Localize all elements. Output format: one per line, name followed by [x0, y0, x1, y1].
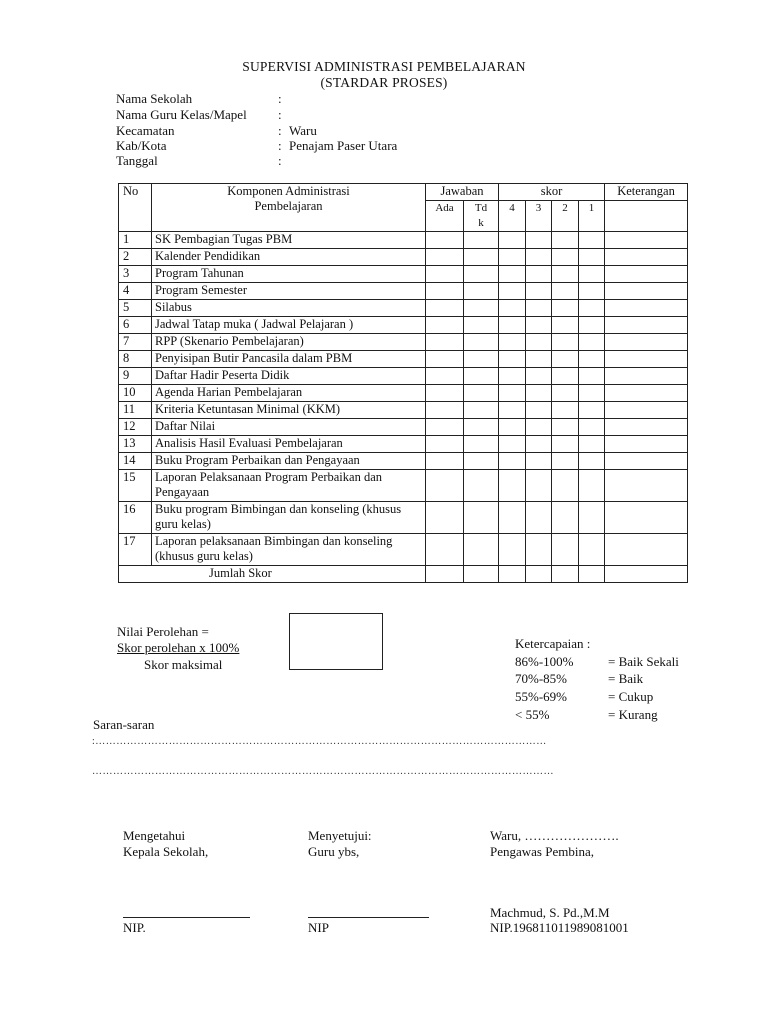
row-tdk-cell[interactable] — [464, 502, 499, 534]
row-keterangan-cell[interactable] — [605, 368, 688, 385]
row-tdk-cell[interactable] — [464, 351, 499, 368]
ketercapaian-range: 70%-85% — [515, 671, 567, 686]
row-skor-2-cell[interactable] — [552, 419, 579, 436]
row-component: SK Pembagian Tugas PBM — [152, 232, 426, 249]
row-keterangan-cell[interactable] — [605, 317, 688, 334]
row-skor-3-cell[interactable] — [526, 453, 552, 470]
row-skor-2-cell[interactable] — [552, 317, 579, 334]
total-cell[interactable] — [526, 566, 552, 583]
ketercapaian-result: = Kurang — [608, 707, 658, 722]
sig-pengawas-name: Machmud, S. Pd.,M.M — [490, 905, 610, 920]
row-tdk-cell[interactable] — [464, 334, 499, 351]
table-row — [119, 534, 688, 566]
row-skor-1-cell[interactable] — [579, 402, 605, 419]
info-label: Tanggal — [116, 153, 158, 168]
row-component: Agenda Harian Pembelajaran — [152, 385, 426, 402]
row-skor-1-cell[interactable] — [579, 470, 605, 502]
row-skor-2-cell[interactable] — [552, 470, 579, 502]
total-cell[interactable] — [464, 566, 499, 583]
total-cell[interactable] — [552, 566, 579, 583]
row-component: Jadwal Tatap muka ( Jadwal Pelajaran ) — [152, 317, 426, 334]
row-component: Penyisipan Butir Pancasila dalam PBM — [152, 351, 426, 368]
row-skor-4-cell[interactable] — [499, 283, 526, 300]
row-keterangan-cell[interactable] — [605, 334, 688, 351]
row-skor-2-cell[interactable] — [552, 534, 579, 566]
row-skor-3-cell[interactable] — [526, 470, 552, 502]
row-tdk-cell[interactable] — [464, 534, 499, 566]
info-colon: : — [278, 123, 282, 138]
row-skor-3-cell[interactable] — [526, 385, 552, 402]
row-skor-4-cell[interactable] — [499, 334, 526, 351]
row-number: 10 — [119, 385, 152, 402]
row-skor-4-cell[interactable] — [499, 266, 526, 283]
row-component: Kriteria Ketuntasan Minimal (KKM) — [152, 402, 426, 419]
row-skor-3-cell[interactable] — [526, 436, 552, 453]
sig-pengawas-role: Pengawas Pembina, — [490, 844, 594, 859]
table-row — [119, 351, 688, 368]
ketercapaian-range: 86%-100% — [515, 654, 574, 669]
row-skor-3-cell[interactable] — [526, 266, 552, 283]
nilai-label: Nilai Perolehan = — [117, 624, 209, 639]
row-skor-2-cell[interactable] — [552, 283, 579, 300]
ketercapaian-range: < 55% — [515, 707, 550, 722]
ketercapaian-result: = Cukup — [608, 689, 654, 704]
row-keterangan-cell[interactable] — [605, 351, 688, 368]
row-tdk-cell[interactable] — [464, 317, 499, 334]
row-skor-1-cell[interactable] — [579, 232, 605, 249]
subheader-keterangan-blank — [605, 201, 688, 232]
sig-guru-nip: NIP — [308, 920, 329, 935]
row-number: 8 — [119, 351, 152, 368]
row-skor-1-cell[interactable] — [579, 453, 605, 470]
row-number: 2 — [119, 249, 152, 266]
row-skor-3-cell[interactable] — [526, 232, 552, 249]
row-tdk-cell[interactable] — [464, 385, 499, 402]
info-row-nama-guru — [116, 107, 436, 123]
row-tdk-cell[interactable] — [464, 470, 499, 502]
row-component: Analisis Hasil Evaluasi Pembelajaran — [152, 436, 426, 453]
table-row — [119, 502, 688, 534]
saran-label: Saran-saran — [93, 717, 155, 732]
row-skor-3-cell[interactable] — [526, 249, 552, 266]
document-title: SUPERVISI ADMINISTRASI PEMBELAJARAN — [242, 59, 526, 74]
subheader-ada: Ada — [426, 201, 464, 232]
row-ada-cell[interactable] — [426, 266, 464, 283]
table-row — [119, 300, 688, 317]
table-row — [119, 368, 688, 385]
row-number: 17 — [119, 534, 152, 566]
info-row-kecamatan — [116, 123, 436, 139]
row-skor-3-cell[interactable] — [526, 419, 552, 436]
info-colon: : — [278, 107, 282, 122]
total-cell[interactable] — [605, 566, 688, 583]
row-component: Silabus — [152, 300, 426, 317]
table-row — [119, 402, 688, 419]
table-row — [119, 266, 688, 283]
row-number: 6 — [119, 317, 152, 334]
row-number: 16 — [119, 502, 152, 534]
row-keterangan-cell[interactable] — [605, 470, 688, 502]
row-keterangan-cell[interactable] — [605, 436, 688, 453]
header-komponen-line1: Komponen Administrasi — [227, 184, 350, 198]
row-skor-4-cell[interactable] — [499, 317, 526, 334]
row-skor-1-cell[interactable] — [579, 534, 605, 566]
info-colon: : — [278, 138, 282, 153]
document-subtitle: (STARDAR PROSES) — [320, 75, 448, 90]
nilai-box[interactable] — [289, 613, 383, 670]
row-keterangan-cell[interactable] — [605, 502, 688, 534]
table-row — [119, 436, 688, 453]
table-row — [119, 249, 688, 266]
header-komponen — [152, 184, 426, 232]
info-value: Penajam Paser Utara — [289, 138, 398, 153]
row-keterangan-cell[interactable] — [605, 385, 688, 402]
row-skor-3-cell[interactable] — [526, 317, 552, 334]
table-row — [119, 470, 688, 502]
row-skor-3-cell[interactable] — [526, 283, 552, 300]
row-keterangan-cell[interactable] — [605, 232, 688, 249]
row-ada-cell[interactable] — [426, 385, 464, 402]
row-skor-1-cell[interactable] — [579, 368, 605, 385]
subheader-skor-4: 4 — [499, 201, 526, 232]
row-tdk-cell[interactable] — [464, 266, 499, 283]
info-label: Nama Guru Kelas/Mapel — [116, 107, 247, 122]
table-row — [119, 334, 688, 351]
row-skor-3-cell[interactable] — [526, 534, 552, 566]
ketercapaian-result: = Baik Sekali — [608, 654, 679, 669]
row-ada-cell[interactable] — [426, 419, 464, 436]
row-ada-cell[interactable] — [426, 453, 464, 470]
row-tdk-cell[interactable] — [464, 300, 499, 317]
row-skor-4-cell[interactable] — [499, 351, 526, 368]
info-row-kab-kota — [116, 138, 436, 154]
row-skor-2-cell[interactable] — [552, 502, 579, 534]
row-skor-1-cell[interactable] — [579, 502, 605, 534]
row-ada-cell[interactable] — [426, 402, 464, 419]
row-ada-cell[interactable] — [426, 351, 464, 368]
row-skor-3-cell[interactable] — [526, 402, 552, 419]
row-number: 15 — [119, 470, 152, 502]
row-keterangan-cell[interactable] — [605, 402, 688, 419]
row-skor-3-cell[interactable] — [526, 351, 552, 368]
row-tdk-cell[interactable] — [464, 436, 499, 453]
row-tdk-cell[interactable] — [464, 249, 499, 266]
row-component: Laporan Pelaksanaan Program Perbaikan dan Pengayaan — [152, 470, 426, 502]
row-skor-4-cell[interactable] — [499, 453, 526, 470]
sig-kepsek-line — [123, 917, 250, 918]
info-label: Kab/Kota — [116, 138, 167, 153]
row-ada-cell[interactable] — [426, 249, 464, 266]
row-skor-4-cell[interactable] — [499, 470, 526, 502]
row-component: RPP (Skenario Pembelajaran) — [152, 334, 426, 351]
nilai-denominator: Skor maksimal — [144, 657, 223, 672]
row-number: 4 — [119, 283, 152, 300]
row-keterangan-cell[interactable] — [605, 283, 688, 300]
row-skor-3-cell[interactable] — [526, 300, 552, 317]
row-component: Daftar Nilai — [152, 419, 426, 436]
row-skor-4-cell[interactable] — [499, 502, 526, 534]
row-ada-cell[interactable] — [426, 334, 464, 351]
row-component: Buku Program Perbaikan dan Pengayaan — [152, 453, 426, 470]
row-tdk-cell[interactable] — [464, 419, 499, 436]
row-skor-1-cell[interactable] — [579, 334, 605, 351]
row-ada-cell[interactable] — [426, 534, 464, 566]
table-row — [119, 419, 688, 436]
info-label: Kecamatan — [116, 123, 175, 138]
saran-line-2[interactable]: …………………………………………………………………………………………………………………… — [92, 766, 554, 777]
row-number: 11 — [119, 402, 152, 419]
row-ada-cell[interactable] — [426, 300, 464, 317]
row-skor-4-cell[interactable] — [499, 534, 526, 566]
row-ada-cell[interactable] — [426, 436, 464, 453]
subheader-skor-3: 3 — [526, 201, 552, 232]
nilai-numerator: Skor perolehan x 100% — [117, 640, 240, 655]
row-number: 13 — [119, 436, 152, 453]
row-skor-2-cell[interactable] — [552, 402, 579, 419]
row-tdk-cell[interactable] — [464, 453, 499, 470]
row-ada-cell[interactable] — [426, 232, 464, 249]
row-skor-4-cell[interactable] — [499, 385, 526, 402]
row-tdk-cell[interactable] — [464, 402, 499, 419]
sig-guru-role: Guru ybs, — [308, 844, 360, 859]
sig-kepsek-nip: NIP. — [123, 920, 146, 935]
row-skor-4-cell[interactable] — [499, 249, 526, 266]
saran-line-1[interactable]: :………………………………………………………………………………………………………………… — [92, 736, 547, 747]
row-skor-4-cell[interactable] — [499, 436, 526, 453]
header-komponen-line2: Pembelajaran — [254, 199, 323, 213]
sig-kepsek-role: Kepala Sekolah, — [123, 844, 209, 859]
ketercapaian-label: Ketercapaian : — [515, 636, 591, 651]
row-component: Laporan pelaksanaan Bimbingan dan konseling (khusus guru kelas) — [152, 534, 426, 566]
table-row — [119, 453, 688, 470]
table-row — [119, 317, 688, 334]
table-row — [119, 385, 688, 402]
subheader-tdk-line1: Td — [474, 202, 488, 214]
header-keterangan: Keterangan — [605, 184, 688, 201]
row-skor-2-cell[interactable] — [552, 368, 579, 385]
sig-pengawas-place-date: Waru, …………………. — [490, 828, 619, 843]
row-skor-1-cell[interactable] — [579, 317, 605, 334]
subheader-skor-1: 1 — [579, 201, 605, 232]
row-number: 3 — [119, 266, 152, 283]
info-value: Waru — [289, 123, 317, 138]
row-tdk-cell[interactable] — [464, 368, 499, 385]
row-ada-cell[interactable] — [426, 317, 464, 334]
header-skor: skor — [499, 184, 605, 201]
row-skor-2-cell[interactable] — [552, 436, 579, 453]
row-keterangan-cell[interactable] — [605, 534, 688, 566]
row-skor-4-cell[interactable] — [499, 368, 526, 385]
row-keterangan-cell[interactable] — [605, 249, 688, 266]
total-cell[interactable] — [499, 566, 526, 583]
sig-guru-title: Menyetujui: — [308, 828, 372, 843]
subheader-tdk-line2: k — [478, 217, 484, 229]
row-skor-2-cell[interactable] — [552, 266, 579, 283]
row-skor-1-cell[interactable] — [579, 385, 605, 402]
row-keterangan-cell[interactable] — [605, 300, 688, 317]
header-no: No — [119, 184, 152, 232]
row-skor-2-cell[interactable] — [552, 232, 579, 249]
info-row-tanggal — [116, 153, 436, 169]
row-skor-1-cell[interactable] — [579, 300, 605, 317]
row-skor-2-cell[interactable] — [552, 351, 579, 368]
row-skor-3-cell[interactable] — [526, 334, 552, 351]
row-skor-1-cell[interactable] — [579, 419, 605, 436]
row-skor-1-cell[interactable] — [579, 436, 605, 453]
sig-guru-line — [308, 917, 429, 918]
supervision-table — [118, 183, 688, 583]
row-number: 9 — [119, 368, 152, 385]
header-jawaban: Jawaban — [426, 184, 499, 201]
row-keterangan-cell[interactable] — [605, 453, 688, 470]
row-skor-4-cell[interactable] — [499, 232, 526, 249]
info-label: Nama Sekolah — [116, 91, 193, 106]
row-skor-4-cell[interactable] — [499, 300, 526, 317]
row-ada-cell[interactable] — [426, 470, 464, 502]
row-ada-cell[interactable] — [426, 502, 464, 534]
total-label: Jumlah Skor — [119, 566, 426, 583]
row-skor-2-cell[interactable] — [552, 300, 579, 317]
row-ada-cell[interactable] — [426, 283, 464, 300]
row-skor-3-cell[interactable] — [526, 502, 552, 534]
table-row — [119, 283, 688, 300]
row-skor-1-cell[interactable] — [579, 351, 605, 368]
row-number: 1 — [119, 232, 152, 249]
row-skor-2-cell[interactable] — [552, 453, 579, 470]
info-colon: : — [278, 153, 282, 168]
row-skor-1-cell[interactable] — [579, 249, 605, 266]
info-row-nama-sekolah — [116, 91, 436, 107]
row-number: 12 — [119, 419, 152, 436]
row-skor-4-cell[interactable] — [499, 402, 526, 419]
sig-kepsek-title: Mengetahui — [123, 828, 186, 843]
row-number: 7 — [119, 334, 152, 351]
total-cell[interactable] — [426, 566, 464, 583]
row-component: Daftar Hadir Peserta Didik — [152, 368, 426, 385]
subheader-skor-2: 2 — [552, 201, 579, 232]
ketercapaian-result: = Baik — [608, 671, 644, 686]
row-tdk-cell[interactable] — [464, 232, 499, 249]
info-colon: : — [278, 91, 282, 106]
row-skor-2-cell[interactable] — [552, 334, 579, 351]
row-number: 5 — [119, 300, 152, 317]
row-skor-1-cell[interactable] — [579, 266, 605, 283]
row-number: 14 — [119, 453, 152, 470]
row-skor-2-cell[interactable] — [552, 249, 579, 266]
row-component: Kalender Pendidikan — [152, 249, 426, 266]
ketercapaian-range: 55%-69% — [515, 689, 567, 704]
row-component: Buku program Bimbingan dan konseling (khusus guru kelas) — [152, 502, 426, 534]
row-tdk-cell[interactable] — [464, 283, 499, 300]
row-keterangan-cell[interactable] — [605, 266, 688, 283]
total-cell[interactable] — [579, 566, 605, 583]
row-skor-2-cell[interactable] — [552, 385, 579, 402]
row-skor-1-cell[interactable] — [579, 283, 605, 300]
row-skor-3-cell[interactable] — [526, 368, 552, 385]
row-skor-4-cell[interactable] — [499, 419, 526, 436]
row-ada-cell[interactable] — [426, 368, 464, 385]
row-component: Program Semester — [152, 283, 426, 300]
row-component: Program Tahunan — [152, 266, 426, 283]
table-row — [119, 232, 688, 249]
row-keterangan-cell[interactable] — [605, 419, 688, 436]
subheader-tdk — [464, 201, 499, 232]
sig-pengawas-nip: NIP.196811011989081001 — [490, 920, 629, 935]
